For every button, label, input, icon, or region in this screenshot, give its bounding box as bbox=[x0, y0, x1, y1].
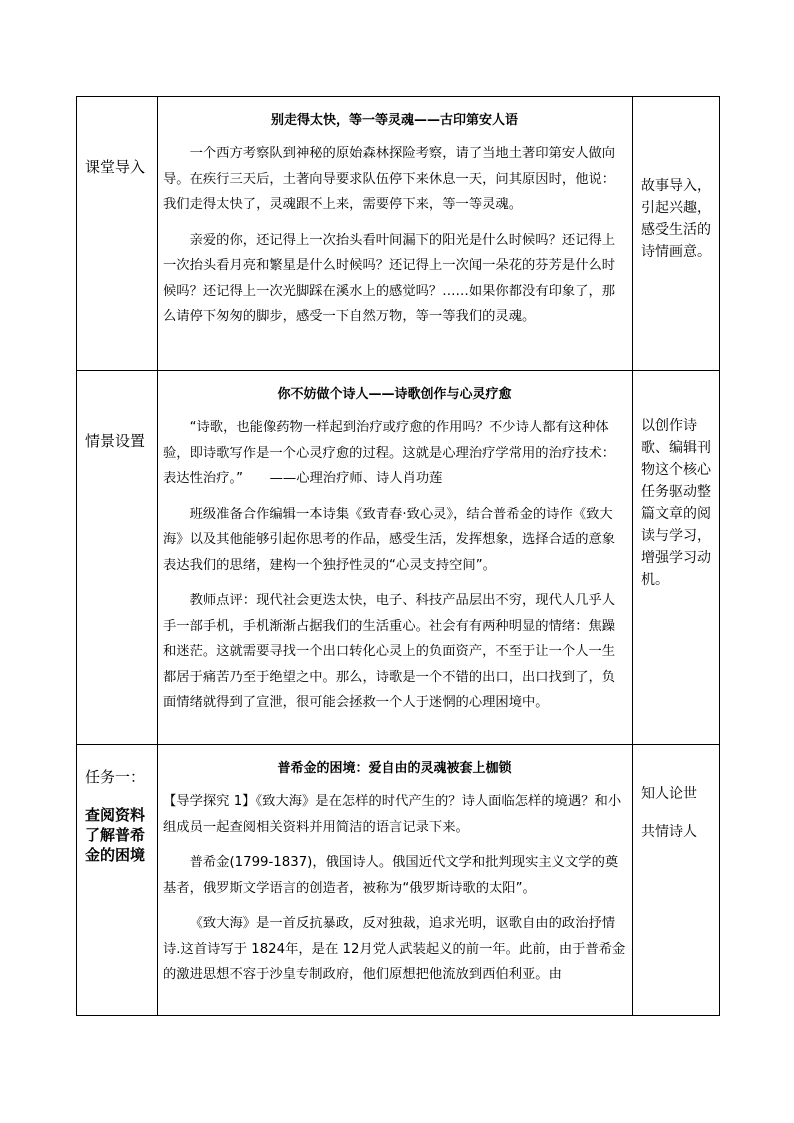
section-label: 情景设置 bbox=[85, 432, 146, 450]
section-title: 你不妨做个诗人——诗歌创作与心灵疗愈 bbox=[277, 387, 512, 402]
paragraph: 亲爱的你，还记得上一次抬头看叶间漏下的阳光是什么时候吗？还记得上一次抬头看月亮和繁星是什么时候吗？还记得上一次闻一朵花的芬芳是什么时候吗？还记得上一次光脚踩在溪水上的感觉吗？……如果你都没有印象了，那么请停下匆匆的脚步，感受一下自然万物，等一等我们的灵魂。 bbox=[163, 232, 616, 324]
paragraph: 普希金(1799-1837)，俄国诗人。俄国近代文学和批判现实主义文学的奠基者，俄罗斯文学语言的创造者，被称为“俄罗斯诗歌的太阳”。 bbox=[163, 855, 619, 896]
section-label-cell bbox=[77, 371, 158, 745]
paragraph: 《致大海》是一首反抗暴政，反对独裁，追求光明，讴歌自由的政治抒情诗.这首诗写于 1824年，是在 12月党人武装起义的前一年。此前，由于普希金的激进思想不容于沙皇专制政府，他们原想把他流放到西伯利亚。由 bbox=[163, 916, 626, 982]
paragraph: 【导学探究 1】《致大海》是在怎样的时代产生的？诗人面临怎样的境遇？和小组成员一起查阅相关资料并用简洁的语言记录下来。 bbox=[163, 794, 622, 835]
design-note: 知人论世 bbox=[641, 786, 697, 802]
content-cell bbox=[158, 97, 633, 371]
design-note: 以创作诗歌、编辑刊物这个核心任务驱动整篇文章的阅读与学习，增强学习动机。 bbox=[641, 418, 711, 588]
table-row bbox=[77, 745, 720, 1016]
section-title: 普希金的困境：爱自由的灵魂被套上枷锁 bbox=[277, 761, 512, 776]
content-cell bbox=[158, 371, 633, 745]
table-row bbox=[77, 371, 720, 745]
lesson-plan-table bbox=[76, 96, 720, 1016]
task-label: 任务一： bbox=[85, 768, 146, 786]
design-note: 共情诗人 bbox=[641, 824, 697, 840]
section-title: 别走得太快，等一等灵魂——古印第安人语 bbox=[270, 113, 518, 128]
paragraph: 教师点评：现代社会更迭太快，电子、科技产品层出不穷，现代人几乎人手一部手机，手机渐渐占据我们的生活重心。社会有有两种明显的情绪：焦躁和迷茫。这就需要寻找一个出口转化心灵上的负面资产，不至于让一个人一生都居于痛苦乃至于绝望之中。那么，诗歌是一个不错的出口，出口找到了，负面情绪就得到了宣泄，很可能会拯救一个人于迷惘的心理困境中。 bbox=[163, 593, 616, 710]
section-label: 课堂导入 bbox=[85, 158, 146, 176]
content-cell bbox=[158, 745, 633, 1016]
section-label-cell bbox=[77, 97, 158, 371]
design-note-cell bbox=[633, 97, 720, 371]
paragraph: “诗歌，也能像药物一样起到治疗或疗愈的作用吗？不少诗人都有这种体验，即诗歌写作是一个心灵疗愈的过程。这就是心理治疗学常用的治疗技术：表达性治疗。” ——心理治疗师、诗人肖功莲 bbox=[163, 420, 616, 486]
design-note: 故事导入，引起兴趣，感受生活的诗情画意。 bbox=[641, 178, 711, 260]
design-note-cell bbox=[633, 745, 720, 1016]
paragraph: 班级准备合作编辑一本诗集《致青春·致心灵》，结合普希金的诗作《致大海》以及其他能够引起你思考的作品，感受生活，发挥想象，选择合适的意象表达我们的思绪，建构一个独抒性灵的“心灵支持空间”。 bbox=[163, 506, 616, 573]
table-row bbox=[77, 97, 720, 371]
task-description: 查阅资料了解普希金的困境 bbox=[85, 806, 146, 864]
paragraph: 一个西方考察队到神秘的原始森林探险考察，请了当地土著印第安人做向导。在疾行三天后，土著向导要求队伍停下来休息一天，问其原因时，他说：我们走得太快了，灵魂跟不上来，需要停下来，等一等灵魂。 bbox=[163, 146, 616, 212]
design-note-cell bbox=[633, 371, 720, 745]
section-label-cell bbox=[77, 745, 158, 1016]
